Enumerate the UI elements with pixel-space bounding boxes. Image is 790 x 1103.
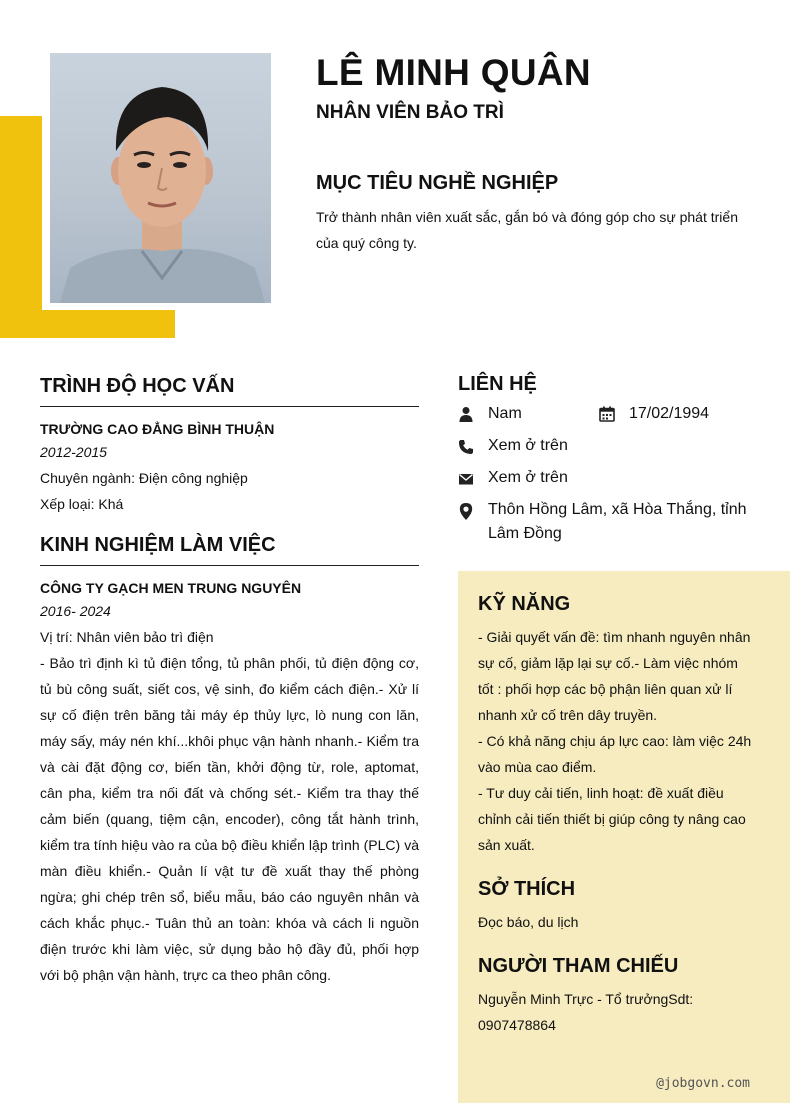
sidebar-box [458, 571, 790, 1103]
education-period: 2012-2015 [40, 444, 107, 460]
email-icon [458, 471, 474, 487]
skill-item: - Giải quyết vấn đề: tìm nhanh nguyên nhân sự cố, giảm lặp lại sự cố.- Làm việc nhóm tốt : phối hợp các bộ phận liên quan xử lí nhanh xử cố trên dây truyền. [478, 629, 751, 723]
education-title: TRÌNH ĐỘ HỌC VẤN [40, 375, 419, 407]
reference-title: NGƯỜI THAM CHIẾU [478, 955, 679, 977]
objective-title: MỤC TIÊU NGHỀ NGHIỆP [316, 172, 559, 194]
candidate-name: LÊ MINH QUÂN [316, 52, 591, 93]
contact-address: Thôn Hồng Lâm, xã Hòa Thắng, tỉnh Lâm Đồng [488, 501, 747, 542]
contact-gender-row [458, 402, 768, 434]
left-column [40, 375, 419, 988]
objective-text: Trở thành nhân viên xuất sắc, gắn bó và đóng góp cho sự phát triển của quý công ty. [316, 209, 738, 251]
calendar-icon [599, 406, 615, 422]
contact-birthday: 17/02/1994 [629, 405, 710, 422]
objective-section [316, 172, 746, 256]
company-name: CÔNG TY GẠCH MEN TRUNG NGUYÊN [40, 580, 302, 596]
contact-title: LIÊN HỆ [458, 373, 537, 395]
accent-bar-vertical [0, 116, 42, 338]
experience-description: - Bảo trì định kì tủ điện tổng, tủ phân phối, tủ điện động cơ, tủ bù công suất, siết cos, vệ sinh, đo kiểm cách điện.- Xử lí sự cố điện trên băng tải máy ép thủy lực, lò nung con lăn, máy sấy, máy nén khí...khôi phục vận hành nhanh.- Kiểm tra và cài đặt động cơ, biến tần, khởi động từ, role, aptomat, cân pha, kiểm tra nối đất và chống sét.- Kiểm tra thay thế cảm biến (quang, tiệm cận, encoder), công tắt hành trình, kiểm tra tính hiệu vào ra của bộ điều khiển lập trình (PLC) và màn điều khiển.- Quản lí vật tư đề xuất thay thế phòng ngừa; ghi chép trên sổ, biểu mẫu, báo cáo nguyên nhân và cách khắc phục.- Tuân thủ an toàn: khóa và cách li nguồn điện trước khi làm việc, sử dụng bảo hộ đầy đủ, phối hợp với bộ phận vận hành, trực ca theo phân công. [40, 655, 419, 983]
job-title: NHÂN VIÊN BẢO TRÌ [316, 102, 504, 123]
contact-phone-row [458, 434, 768, 466]
contact-email: Xem ở trên [488, 469, 568, 486]
reference-text: Nguyễn Minh Trực - Tổ trưởngSdt: 0907478864 [478, 991, 694, 1033]
phone-icon [458, 439, 474, 455]
watermark: @jobgovn.com [656, 1076, 750, 1091]
hobbies-section [478, 878, 753, 935]
person-icon [458, 406, 474, 422]
hobbies-title: SỞ THÍCH [478, 878, 576, 900]
contact-gender: Nam [488, 405, 522, 422]
contact-address-row [458, 498, 768, 554]
school-name: TRƯỜNG CAO ĐẲNG BÌNH THUẬN [40, 421, 275, 437]
skills-section [478, 593, 753, 858]
sidebar-content [478, 593, 753, 1038]
location-pin-icon [458, 502, 474, 521]
accent-bar-horizontal [0, 310, 175, 338]
experience-position: Vị trí: Nhân viên bảo trì điện [40, 629, 214, 645]
experience-period: 2016- 2024 [40, 603, 111, 619]
contact-email-row [458, 466, 768, 498]
reference-section [478, 955, 753, 1038]
skill-item: - Tư duy cải tiến, linh hoạt: đề xuất điều chỉnh cải tiến thiết bị giúp công ty nâng cao sản xuất. [478, 785, 746, 853]
experience-title: KINH NGHIỆM LÀM VIỆC [40, 534, 419, 566]
skill-item: - Có khả năng chịu áp lực cao: làm việc 24h vào mùa cao điểm. [478, 733, 752, 775]
contact-phone: Xem ở trên [488, 437, 568, 454]
education-grade: Xếp loại: Khá [40, 496, 124, 512]
education-major: Chuyên ngành: Điện công nghiệp [40, 470, 248, 486]
hobbies-text: Đọc báo, du lịch [478, 914, 579, 930]
education-section [40, 375, 419, 517]
experience-section [40, 534, 419, 988]
portrait-photo [50, 53, 271, 303]
contact-section [458, 373, 768, 554]
skills-title: KỸ NĂNG [478, 593, 571, 615]
